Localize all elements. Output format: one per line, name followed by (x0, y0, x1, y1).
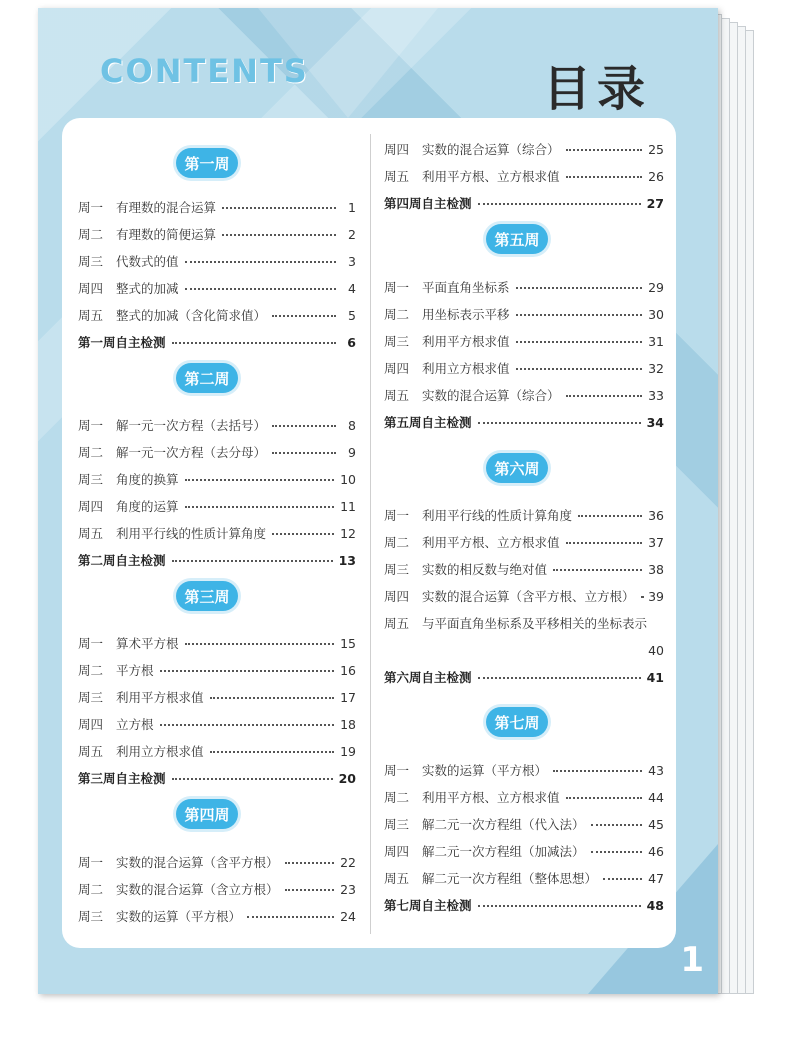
topic-title: 有理数的混合运算 (116, 200, 217, 215)
leader-dots (185, 479, 335, 481)
page-ref: 27 (646, 195, 664, 211)
page-ref: 18 (340, 716, 356, 732)
page-ref: 20 (338, 770, 356, 786)
page-ref: 17 (340, 689, 356, 705)
page-ref: 25 (648, 141, 664, 157)
leader-dots (172, 560, 333, 562)
page-ref: 46 (648, 843, 664, 859)
weekday-label: 周三 (384, 817, 410, 832)
toc-entry[interactable] (78, 522, 356, 544)
page-ref: 48 (646, 897, 664, 913)
topic-title: 利用平方根求值 (116, 690, 204, 705)
toc-entry[interactable] (384, 585, 664, 607)
toc-review-entry[interactable] (78, 767, 356, 789)
week-badge: 第一周 (176, 148, 238, 178)
contents-heading: CONTENTS (100, 52, 309, 90)
leader-dots (222, 207, 336, 209)
toc-entry[interactable] (78, 713, 356, 735)
topic-title: 实数的混合运算（含平方根、立方根） (422, 589, 635, 604)
toc-entry[interactable] (78, 304, 356, 326)
toc-entry[interactable] (78, 277, 356, 299)
weekday-label: 周二 (384, 790, 410, 805)
topic-title: 第七周自主检测 (384, 898, 472, 913)
leader-dots (272, 452, 336, 454)
toc-entry[interactable] (384, 840, 664, 862)
toc-entry[interactable] (78, 878, 356, 900)
column-divider (370, 134, 371, 934)
toc-entry[interactable] (384, 330, 664, 352)
weekday-label: 周五 (384, 169, 410, 184)
toc-entry-continuation (384, 639, 664, 661)
toc-entry[interactable] (384, 612, 664, 634)
page-ref: 36 (648, 507, 664, 523)
page-ref: 1 (348, 199, 356, 215)
page-ref: 19 (340, 743, 356, 759)
weekday-label: 周四 (78, 717, 104, 732)
page-ref: 6 (347, 334, 356, 350)
topic-title: 利用平方根、立方根求值 (422, 169, 560, 184)
page-ref: 2 (348, 226, 356, 242)
week-badge: 第七周 (486, 707, 548, 737)
leader-dots (160, 670, 335, 672)
leader-dots (478, 905, 641, 907)
leader-dots (516, 314, 643, 316)
week-badge: 第二周 (176, 363, 238, 393)
weekday-label: 周四 (384, 142, 410, 157)
toc-entry[interactable] (384, 531, 664, 553)
weekday-label: 周五 (384, 871, 410, 886)
topic-title: 第五周自主检测 (384, 415, 472, 430)
leader-dots (478, 677, 641, 679)
weekday-label: 周二 (78, 663, 104, 678)
page-ref: 26 (648, 168, 664, 184)
topic-title: 利用立方根求值 (422, 361, 510, 376)
toc-review-entry[interactable] (384, 666, 664, 688)
page-ref: 12 (340, 525, 356, 541)
weekday-label: 周二 (78, 227, 104, 242)
toc-card (62, 118, 676, 948)
page-title: 目录 (543, 61, 652, 117)
topic-title: 实数的混合运算（综合） (422, 142, 560, 157)
page-ref: 40 (648, 642, 664, 658)
toc-review-entry[interactable] (78, 549, 356, 571)
page-ref: 31 (648, 333, 664, 349)
weekday-label: 周四 (78, 281, 104, 296)
leader-dots (210, 697, 335, 699)
toc-entry[interactable] (78, 250, 356, 272)
page-ref: 47 (648, 870, 664, 886)
toc-entry[interactable] (78, 468, 356, 490)
toc-entry[interactable] (78, 223, 356, 245)
leader-dots (185, 261, 336, 263)
leader-dots (160, 724, 335, 726)
page-ref: 5 (348, 307, 356, 323)
week-badge: 第三周 (176, 581, 238, 611)
toc-review-entry[interactable] (384, 411, 664, 433)
topic-title: 第一周自主检测 (78, 335, 166, 350)
toc-entry[interactable] (384, 813, 664, 835)
topic-title: 平方根 (116, 663, 154, 678)
toc-entry[interactable] (78, 495, 356, 517)
toc-entry[interactable] (384, 165, 664, 187)
topic-title: 整式的加减 (116, 281, 179, 296)
leader-dots (516, 341, 643, 343)
page-number: 1 (680, 940, 704, 980)
leader-dots (566, 797, 643, 799)
leader-dots (578, 515, 642, 517)
leader-dots (247, 916, 334, 918)
weekday-label: 周三 (78, 254, 104, 269)
weekday-label: 周一 (78, 200, 104, 215)
weekday-label: 周五 (78, 526, 104, 541)
topic-title: 解二元一次方程组（代入法） (422, 817, 585, 832)
leader-dots (185, 506, 335, 508)
leader-dots (591, 851, 643, 853)
toc-review-entry[interactable] (384, 192, 664, 214)
book-page (38, 8, 718, 994)
topic-title: 利用立方根求值 (116, 744, 204, 759)
weekday-label: 周一 (78, 855, 104, 870)
leader-dots (210, 751, 335, 753)
topic-title: 算术平方根 (116, 636, 179, 651)
toc-entry[interactable] (384, 759, 664, 781)
weekday-label: 周四 (78, 499, 104, 514)
page-ref: 43 (648, 762, 664, 778)
weekday-label: 周五 (384, 388, 410, 403)
topic-title: 角度的换算 (116, 472, 179, 487)
page-ref: 23 (340, 881, 356, 897)
topic-title: 利用平方根求值 (422, 334, 510, 349)
weekday-label: 周三 (384, 334, 410, 349)
leader-dots (641, 596, 643, 598)
topic-title: 用坐标表示平移 (422, 307, 510, 322)
weekday-label: 周一 (78, 636, 104, 651)
toc-entry[interactable] (384, 276, 664, 298)
weekday-label: 周二 (384, 307, 410, 322)
topic-title: 与平面直角坐标系及平移相关的坐标表示 (422, 616, 648, 631)
topic-title: 第三周自主检测 (78, 771, 166, 786)
weekday-label: 周一 (384, 763, 410, 778)
weekday-label: 周二 (384, 535, 410, 550)
topic-title: 利用平方根、立方根求值 (422, 535, 560, 550)
page-ref: 16 (340, 662, 356, 678)
leader-dots (478, 203, 641, 205)
week-badge: 第五周 (486, 224, 548, 254)
page-ref: 38 (648, 561, 664, 577)
leader-dots (591, 824, 643, 826)
toc-entry[interactable] (384, 504, 664, 526)
weekday-label: 周一 (384, 280, 410, 295)
toc-entry[interactable] (384, 867, 664, 889)
toc-entry[interactable] (78, 659, 356, 681)
page-ref: 8 (348, 417, 356, 433)
weekday-label: 周四 (384, 844, 410, 859)
page-ref: 39 (648, 588, 664, 604)
topic-title: 利用平方根、立方根求值 (422, 790, 560, 805)
weekday-label: 周一 (78, 418, 104, 433)
toc-entry[interactable] (78, 196, 356, 218)
page-ref: 37 (648, 534, 664, 550)
weekday-label: 周五 (384, 616, 410, 631)
leader-dots (566, 395, 643, 397)
topic-title: 实数的混合运算（综合） (422, 388, 560, 403)
toc-review-entry[interactable] (384, 894, 664, 916)
page-ref: 15 (340, 635, 356, 651)
toc-entry[interactable] (78, 905, 356, 927)
leader-dots (185, 643, 335, 645)
topic-title: 利用平行线的性质计算角度 (422, 508, 573, 523)
topic-title: 实数的相反数与绝对值 (422, 562, 548, 577)
leader-dots (603, 878, 642, 880)
leader-dots (272, 533, 334, 535)
leader-dots (566, 176, 643, 178)
toc-review-entry[interactable] (78, 331, 356, 353)
leader-dots (185, 288, 336, 290)
leader-dots (285, 889, 335, 891)
topic-title: 实数的混合运算（含立方根） (116, 882, 279, 897)
leader-dots (285, 862, 335, 864)
page-ref: 29 (648, 279, 664, 295)
page-ref: 34 (646, 414, 664, 430)
leader-dots (222, 234, 336, 236)
weekday-label: 周一 (384, 508, 410, 523)
page-ref: 22 (340, 854, 356, 870)
page-ref: 9 (348, 444, 356, 460)
weekday-label: 周四 (384, 361, 410, 376)
topic-title: 有理数的简便运算 (116, 227, 217, 242)
leader-dots (172, 342, 336, 344)
weekday-label: 周三 (78, 909, 104, 924)
topic-title: 立方根 (116, 717, 154, 732)
page-ref: 44 (648, 789, 664, 805)
topic-title: 第四周自主检测 (384, 196, 472, 211)
page-ref: 32 (648, 360, 664, 376)
weekday-label: 周五 (78, 308, 104, 323)
topic-title: 解二元一次方程组（整体思想） (422, 871, 598, 886)
weekday-label: 周二 (78, 882, 104, 897)
page-ref: 33 (648, 387, 664, 403)
page-ref: 13 (338, 552, 356, 568)
leader-dots (272, 425, 336, 427)
topic-title: 解一元一次方程（去括号） (116, 418, 267, 433)
toc-entry[interactable] (78, 851, 356, 873)
topic-title: 解一元一次方程（去分母） (116, 445, 267, 460)
leader-dots (566, 149, 643, 151)
leader-dots (172, 778, 333, 780)
leader-dots (516, 287, 643, 289)
topic-title: 第六周自主检测 (384, 670, 472, 685)
weekday-label: 周三 (78, 690, 104, 705)
page-ref: 10 (340, 471, 356, 487)
topic-title: 角度的运算 (116, 499, 179, 514)
topic-title: 实数的运算（平方根） (116, 909, 242, 924)
toc-entry[interactable] (78, 740, 356, 762)
page-ref: 30 (648, 306, 664, 322)
toc-entry[interactable] (384, 786, 664, 808)
weekday-label: 周四 (384, 589, 410, 604)
weekday-label: 周五 (78, 744, 104, 759)
toc-entry[interactable] (78, 632, 356, 654)
topic-title: 第二周自主检测 (78, 553, 166, 568)
topic-title: 解二元一次方程组（加减法） (422, 844, 585, 859)
page-ref: 4 (348, 280, 356, 296)
topic-title: 平面直角坐标系 (422, 280, 510, 295)
page-ref: 24 (340, 908, 356, 924)
toc-entry[interactable] (78, 414, 356, 436)
leader-dots (478, 422, 641, 424)
toc-entry[interactable] (384, 558, 664, 580)
topic-title: 实数的混合运算（含平方根） (116, 855, 279, 870)
topic-title: 整式的加减（含化简求值） (116, 308, 267, 323)
weekday-label: 周三 (78, 472, 104, 487)
leader-dots (272, 315, 336, 317)
toc-entry[interactable] (384, 384, 664, 406)
leader-dots (553, 770, 642, 772)
page-ref: 45 (648, 816, 664, 832)
week-badge: 第四周 (176, 799, 238, 829)
toc-entry[interactable] (78, 441, 356, 463)
week-badge: 第六周 (486, 453, 548, 483)
page-ref: 11 (340, 498, 356, 514)
toc-entry[interactable] (78, 686, 356, 708)
page-ref: 41 (646, 669, 664, 685)
topic-title: 代数式的值 (116, 254, 179, 269)
leader-dots (553, 569, 642, 571)
toc-entry[interactable] (384, 357, 664, 379)
leader-dots (516, 368, 643, 370)
weekday-label: 周二 (78, 445, 104, 460)
topic-title: 利用平行线的性质计算角度 (116, 526, 267, 541)
topic-title: 实数的运算（平方根） (422, 763, 548, 778)
toc-entry[interactable] (384, 138, 664, 160)
toc-entry[interactable] (384, 303, 664, 325)
weekday-label: 周三 (384, 562, 410, 577)
page-ref: 3 (348, 253, 356, 269)
leader-dots (566, 542, 643, 544)
